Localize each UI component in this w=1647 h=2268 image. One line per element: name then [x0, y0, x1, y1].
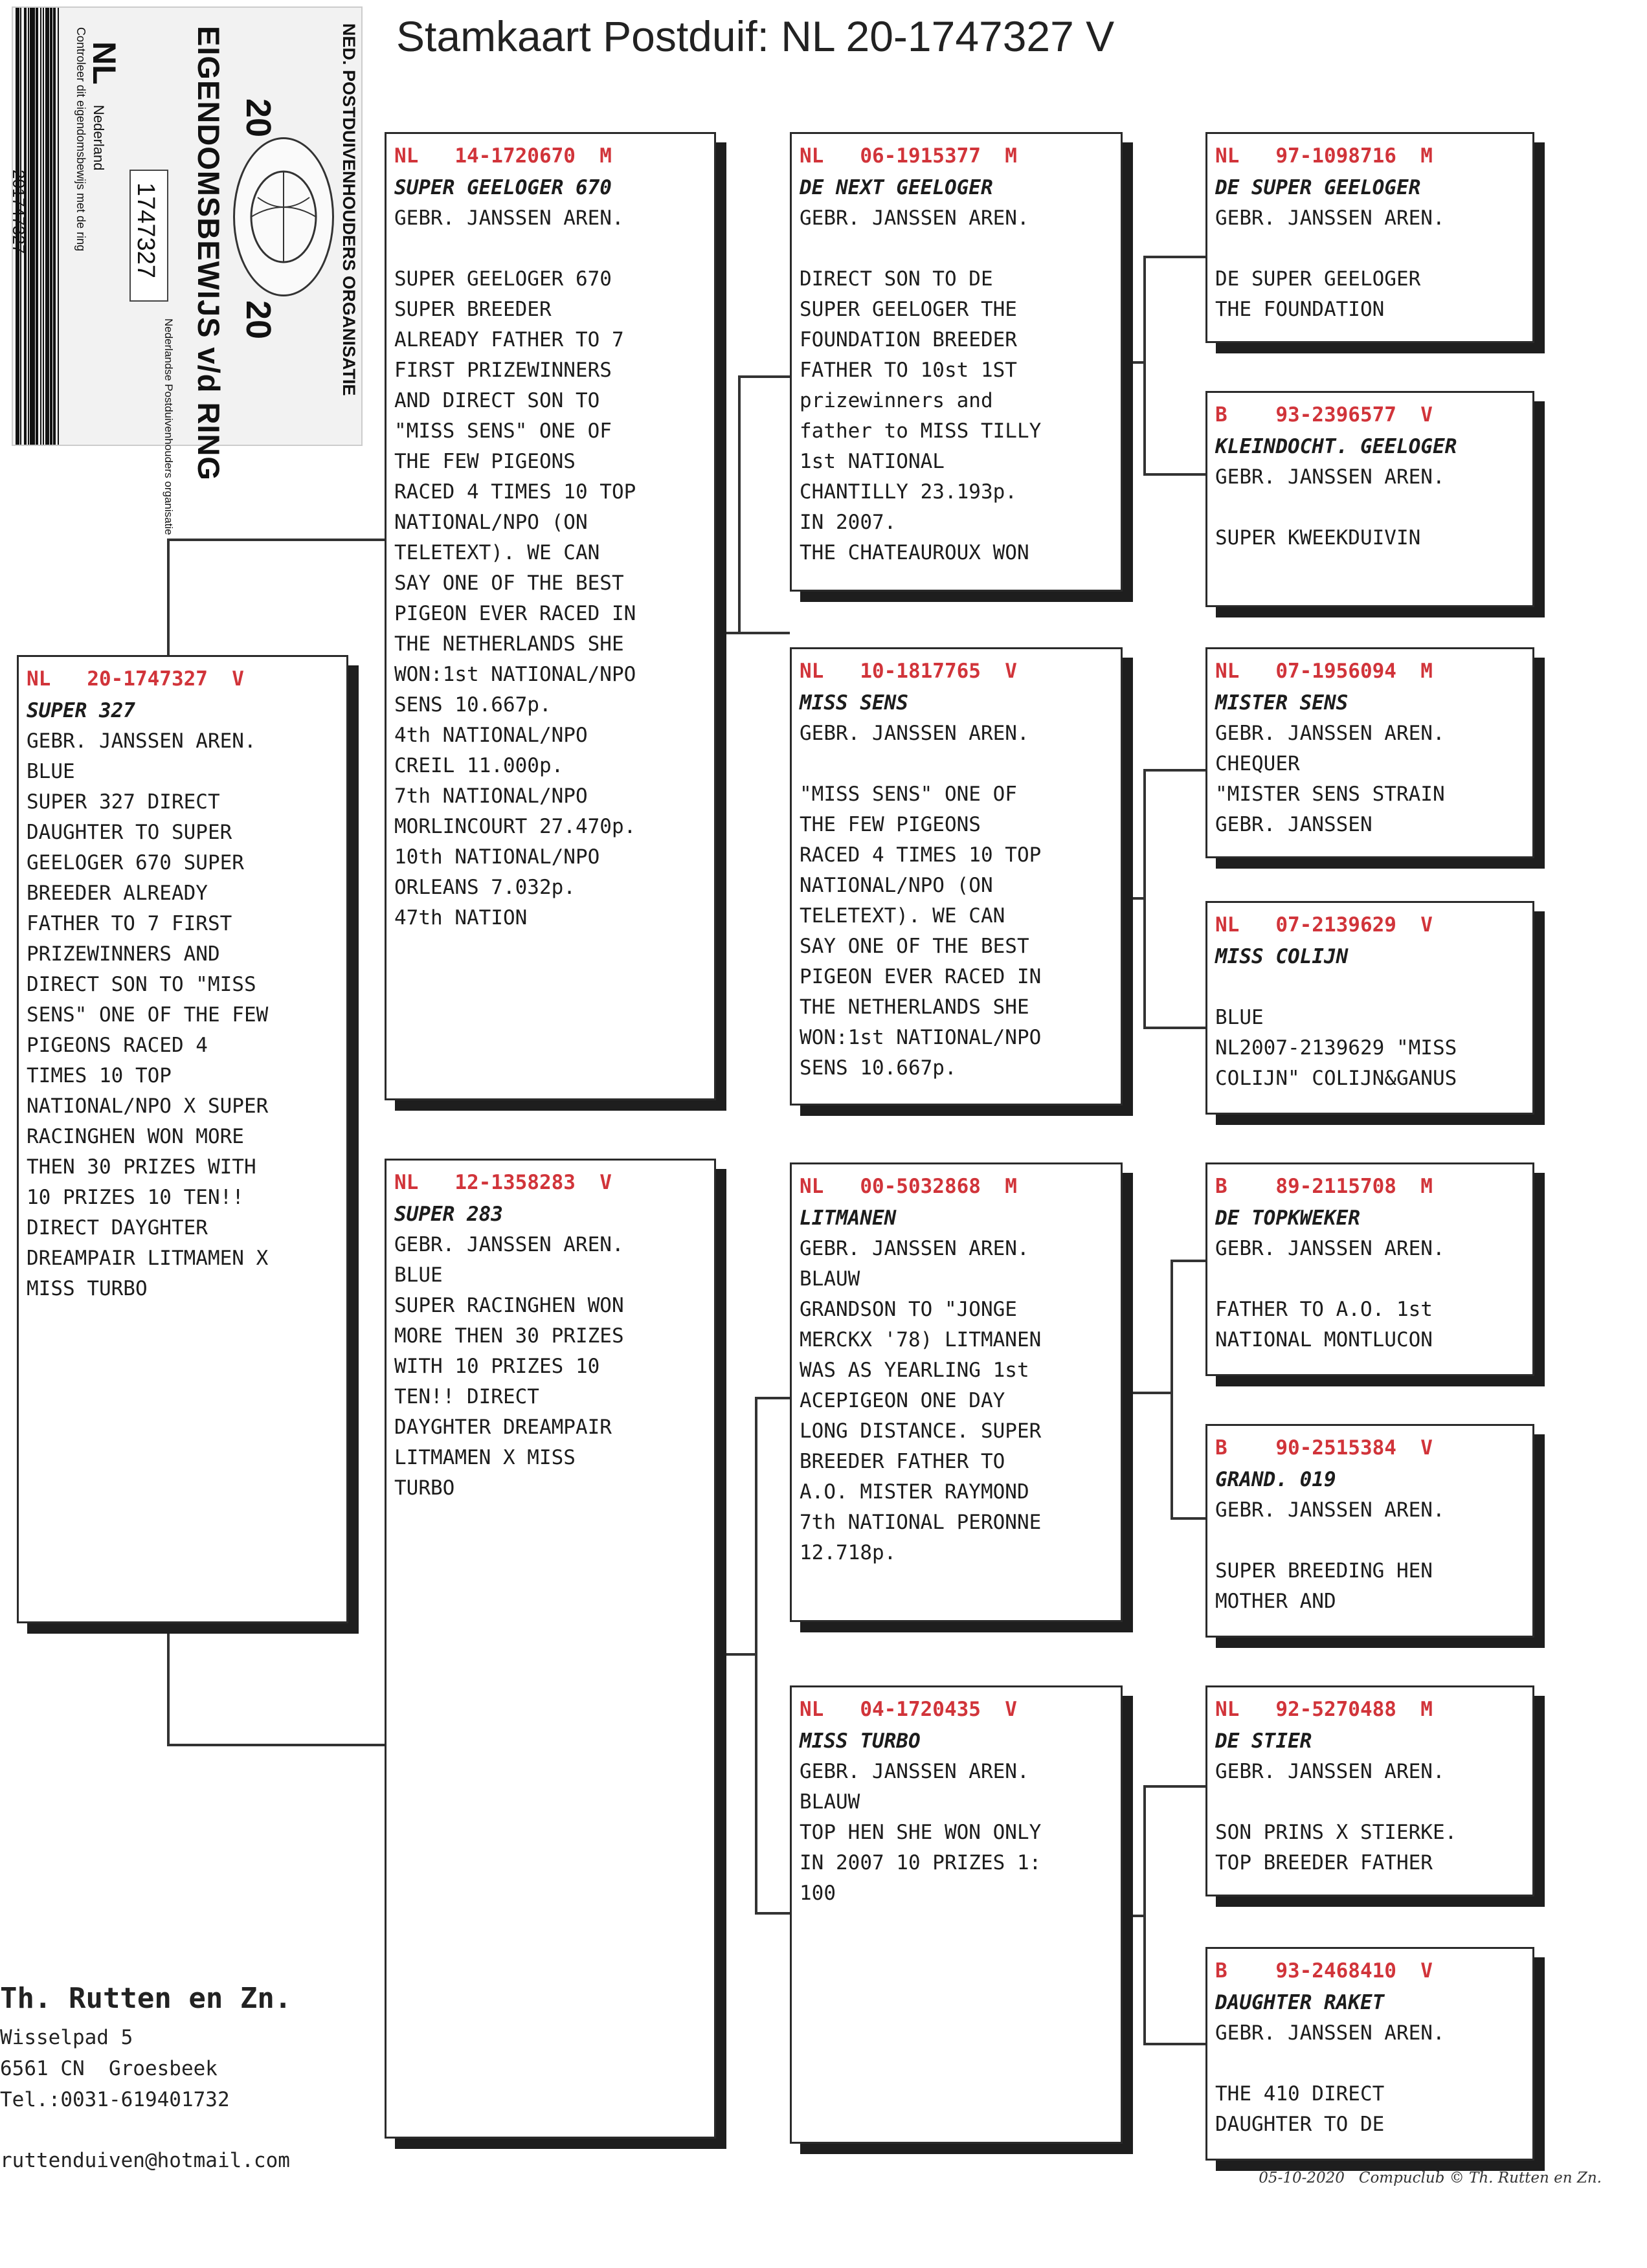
- pedigree-line: LITMAMEN X MISS: [394, 1446, 576, 1469]
- pedigree-line: DREAMPAIR LITMAMEN X: [27, 1247, 269, 1270]
- ring-id: NL 04-1720435 V: [800, 1698, 1017, 1721]
- pigeon-name: DE TOPKWEKER: [1215, 1206, 1360, 1230]
- owner: GEBR. JANSSEN AREN.: [800, 722, 1029, 745]
- barcode-stripe: [43, 8, 44, 445]
- pedigree-line: "MISTER SENS STRAIN: [1215, 783, 1445, 806]
- pedigree-line: THE NETHERLANDS SHE: [394, 632, 624, 656]
- barcode-stripe: [45, 8, 49, 445]
- pedigree-line: TELETEXT). WE CAN: [394, 541, 600, 564]
- pedigree-line: "MISS SENS" ONE OF: [800, 783, 1017, 806]
- pedigree-line: WITH 10 PRIZES 10: [394, 1355, 600, 1378]
- ring-id: B 93-2468410 V: [1215, 1959, 1433, 1983]
- ring-document-title: EIGENDOMSBEWIJS v/d RING: [192, 26, 226, 481]
- pedigree-line: BREEDER ALREADY: [27, 882, 208, 905]
- ring-id: NL 92-5270488 M: [1215, 1698, 1433, 1721]
- pigeon-name: MISS SENS: [800, 691, 908, 715]
- pedigree-line: MORLINCOURT 27.470p.: [394, 815, 636, 838]
- pedigree-line: PRIZEWINNERS AND: [27, 942, 220, 966]
- pedigree-line: THE NETHERLANDS SHE: [800, 995, 1029, 1019]
- barcode-number: 201747327: [9, 170, 28, 254]
- ring-id: NL 12-1358283 V: [394, 1171, 612, 1194]
- pedigree-line: 4th NATIONAL/NPO: [394, 724, 588, 747]
- pigeon-name: SUPER 283: [394, 1203, 503, 1226]
- pedigree-line: THE FEW PIGEONS: [800, 813, 981, 836]
- pedigree-line: DAYGHTER DREAMPAIR: [394, 1416, 612, 1439]
- barcode-stripe: [50, 8, 52, 445]
- pedigree-line: DAUGHTER TO DE: [1215, 2113, 1385, 2136]
- pedigree-line: TOP BREEDER FATHER: [1215, 1851, 1433, 1874]
- owner: GEBR. JANSSEN AREN.: [394, 1233, 624, 1256]
- pigeon-name: SUPER 327: [27, 699, 135, 722]
- pedigree-card-main: [17, 655, 348, 1623]
- pedigree-card-dds: [1205, 1685, 1534, 1896]
- pedigree-line: SENS 10.667p.: [800, 1056, 957, 1080]
- pedigree-line: SENS" ONE OF THE FEW: [27, 1003, 269, 1027]
- owner: GEBR. JANSSEN AREN.: [394, 206, 624, 230]
- pedigree-line: PIGEON EVER RACED IN: [800, 965, 1042, 988]
- pedigree-line: SUPER BREEDER: [394, 298, 552, 321]
- pigeon-name: DE SUPER GEELOGER: [1215, 176, 1421, 199]
- pedigree-line: SAY ONE OF THE BEST: [394, 572, 624, 595]
- pedigree-line: BREEDER FATHER TO: [800, 1450, 1005, 1473]
- pedigree-card-ds: [790, 1162, 1123, 1622]
- ring-id: NL 14-1720670 M: [394, 144, 612, 168]
- pedigree-line: 10th NATIONAL/NPO: [394, 845, 600, 869]
- owner: GEBR. JANSSEN AREN.: [1215, 1237, 1445, 1260]
- pedigree-card-ddd: [1205, 1947, 1534, 2161]
- pedigree-card-ssd: [1205, 391, 1534, 607]
- pedigree-line: FATHER TO 7 FIRST: [27, 912, 232, 935]
- ring-id: NL 00-5032868 M: [800, 1175, 1017, 1198]
- barcode-stripe: [53, 8, 56, 445]
- pedigree-card-sd: [790, 647, 1123, 1106]
- pedigree-line: TEN!! DIRECT: [394, 1385, 539, 1408]
- pedigree-line: THEN 30 PRIZES WITH: [27, 1155, 256, 1179]
- pedigree-line: MOTHER AND: [1215, 1590, 1336, 1613]
- pedigree-line: BLAUW: [800, 1267, 860, 1291]
- barcode-stripe: [40, 8, 41, 445]
- ring-id: NL 10-1817765 V: [800, 660, 1017, 683]
- pedigree-line: WAS AS YEARLING 1st: [800, 1359, 1029, 1382]
- pedigree-line: 12.718p.: [800, 1541, 897, 1564]
- breeder-phone: Tel.:0031-619401732: [0, 2088, 230, 2111]
- ring-year-right: 20: [239, 300, 278, 340]
- pedigree-line: THE FOUNDATION: [1215, 298, 1385, 321]
- pedigree-line: AND DIRECT SON TO: [394, 389, 600, 412]
- owner: GEBR. JANSSEN AREN.: [1215, 722, 1445, 745]
- pigeon-name: DE STIER: [1215, 1729, 1312, 1753]
- ring-number: 1747327: [132, 183, 159, 278]
- pigeon-name: GRAND. 019: [1215, 1468, 1336, 1491]
- breeder-city: 6561 CN Groesbeek: [0, 2057, 218, 2080]
- pedigree-line: NL2007-2139629 "MISS: [1215, 1036, 1457, 1060]
- pedigree-card-dam: [385, 1159, 716, 2139]
- barcode-stripe: [30, 8, 35, 445]
- pedigree-line: DIRECT SON TO DE: [800, 267, 993, 291]
- pedigree-line: 100: [800, 1882, 836, 1905]
- globe-logo-icon: [233, 137, 334, 296]
- pedigree-line: TURBO: [394, 1476, 455, 1500]
- pedigree-line: 7th NATIONAL PERONNE: [800, 1511, 1042, 1534]
- pedigree-line: THE CHATEAUROUX WON: [800, 541, 1029, 564]
- pedigree-line: IN 2007.: [800, 511, 897, 534]
- pedigree-line: SUPER RACINGHEN WON: [394, 1294, 624, 1317]
- pedigree-line: FIRST PRIZEWINNERS: [394, 359, 612, 382]
- pedigree-line: CHANTILLY 23.193p.: [800, 480, 1017, 504]
- pedigree-line: SUPER 327 DIRECT: [27, 790, 220, 814]
- owner: GEBR. JANSSEN AREN.: [800, 1760, 1029, 1783]
- ring-id: NL 97-1098716 M: [1215, 144, 1433, 168]
- ring-id: B 93-2396577 V: [1215, 403, 1433, 427]
- pedigree-line: GRANDSON TO "JONGE: [800, 1298, 1017, 1321]
- pedigree-line: FOUNDATION BREEDER: [800, 328, 1017, 351]
- pedigree-line: MERCKX '78) LITMANEN: [800, 1328, 1042, 1351]
- pedigree-line: TELETEXT). WE CAN: [800, 904, 1005, 928]
- breeder-email: ruttenduiven@hotmail.com: [0, 2149, 290, 2172]
- page-title: Stamkaart Postduif: NL 20-1747327 V: [396, 12, 1115, 60]
- owner: GEBR. JANSSEN AREN.: [1215, 1498, 1445, 1522]
- ring-control-text: Controleer dit eigendomsbewijs met de ring: [74, 27, 87, 252]
- barcode-stripe: [58, 8, 59, 445]
- pedigree-line: RACED 4 TIMES 10 TOP: [394, 480, 636, 504]
- pigeon-name: DE NEXT GEELOGER: [800, 176, 993, 199]
- pedigree-line: NATIONAL MONTLUCON: [1215, 1328, 1433, 1351]
- ring-id: NL 20-1747327 V: [27, 667, 244, 691]
- pedigree-line: WON:1st NATIONAL/NPO: [394, 663, 636, 686]
- breeder-name: Th. Rutten en Zn.: [0, 1982, 292, 2015]
- pigeon-name: DAUGHTER RAKET: [1215, 1991, 1385, 2014]
- barcode-stripe: [36, 8, 38, 445]
- pedigree-line: PIGEONS RACED 4: [27, 1034, 208, 1057]
- pedigree-line: NATIONAL/NPO (ON: [800, 874, 993, 897]
- pedigree-card-sdd: [1205, 901, 1534, 1115]
- pedigree-line: BLUE: [27, 760, 75, 783]
- pedigree-line: FATHER TO A.O. 1st: [1215, 1298, 1433, 1321]
- owner: GEBR. JANSSEN AREN.: [27, 729, 256, 753]
- pedigree-line: WON:1st NATIONAL/NPO: [800, 1026, 1042, 1049]
- pedigree-line: A.O. MISTER RAYMOND: [800, 1480, 1029, 1504]
- pedigree-line: MORE THEN 30 PRIZES: [394, 1324, 624, 1348]
- pedigree-line: BLUE: [1215, 1006, 1264, 1029]
- pedigree-line: BLUE: [394, 1263, 443, 1287]
- ring-id: B 90-2515384 V: [1215, 1436, 1433, 1460]
- pedigree-card-dss: [1205, 1162, 1534, 1376]
- pedigree-line: father to MISS TILLY: [800, 419, 1042, 443]
- pedigree-line: DIRECT SON TO "MISS: [27, 973, 256, 996]
- pedigree-line: THE FEW PIGEONS: [394, 450, 576, 473]
- print-stamp: 05-10-2020 Compuclub © Th. Rutten en Zn.: [1259, 2170, 1602, 2186]
- pedigree-line: DIRECT DAYGHTER: [27, 1216, 208, 1240]
- pedigree-line: SENS 10.667p.: [394, 693, 552, 717]
- pedigree-line: "MISS SENS" ONE OF: [394, 419, 612, 443]
- pedigree-card-sds: [1205, 647, 1534, 858]
- pedigree-card-sss: [1205, 132, 1534, 343]
- pedigree-line: RACED 4 TIMES 10 TOP: [800, 843, 1042, 867]
- pedigree-line: GEELOGER 670 SUPER: [27, 851, 244, 874]
- pedigree-line: TIMES 10 TOP: [27, 1064, 172, 1087]
- pedigree-line: SUPER GEELOGER 670: [394, 267, 612, 291]
- pedigree-card-sire: [385, 132, 716, 1100]
- pedigree-line: BLAUW: [800, 1790, 860, 1814]
- pedigree-card-dd: [790, 1685, 1123, 2144]
- ring-certificate: [9, 6, 363, 535]
- pedigree-line: NATIONAL/NPO (ON: [394, 511, 588, 534]
- pigeon-name: MISS COLIJN: [1215, 945, 1349, 968]
- pedigree-line: DAUGHTER TO SUPER: [27, 821, 232, 844]
- pedigree-line: CHEQUER: [1215, 752, 1300, 775]
- ring-logo-text: Nederlandse Postduivenhouders organisatie: [162, 318, 175, 535]
- ring-id: B 89-2115708 M: [1215, 1175, 1433, 1198]
- pedigree-line: TOP HEN SHE WON ONLY: [800, 1821, 1042, 1844]
- ring-id: NL 07-1956094 M: [1215, 660, 1433, 683]
- pedigree-line: COLIJN" COLIJN&GANUS: [1215, 1067, 1457, 1090]
- pedigree-line: LONG DISTANCE. SUPER: [800, 1419, 1042, 1443]
- ring-id: NL 07-2139629 V: [1215, 913, 1433, 937]
- pedigree-line: PIGEON EVER RACED IN: [394, 602, 636, 625]
- pedigree-line: SUPER BREEDING HEN: [1215, 1559, 1433, 1583]
- pedigree-line: ACEPIGEON ONE DAY: [800, 1389, 1005, 1412]
- pedigree-line: SUPER KWEEKDUIVIN: [1215, 526, 1421, 550]
- pigeon-name: KLEINDOCHT. GEELOGER: [1215, 435, 1457, 458]
- pedigree-line: CREIL 11.000p.: [394, 754, 564, 777]
- pedigree-line: SON PRINS X STIERKE.: [1215, 1821, 1457, 1844]
- pedigree-line: SAY ONE OF THE BEST: [800, 935, 1029, 958]
- pedigree-line: 47th NATION: [394, 906, 528, 929]
- owner: GEBR. JANSSEN AREN.: [1215, 1760, 1445, 1783]
- owner: GEBR. JANSSEN AREN.: [1215, 206, 1445, 230]
- pedigree-line: 7th NATIONAL/NPO: [394, 784, 588, 808]
- pedigree-line: ORLEANS 7.032p.: [394, 876, 576, 899]
- pigeon-name: LITMANEN: [800, 1206, 897, 1230]
- owner: GEBR. JANSSEN AREN.: [1215, 2021, 1445, 2045]
- pedigree-line: GEBR. JANSSEN: [1215, 813, 1372, 836]
- owner: GEBR. JANSSEN AREN.: [800, 1237, 1029, 1260]
- pedigree-line: FATHER TO 10st 1ST: [800, 359, 1017, 382]
- ring-year-left: 20: [239, 98, 278, 138]
- pigeon-name: SUPER GEELOGER 670: [394, 176, 612, 199]
- pigeon-name: MISTER SENS: [1215, 691, 1349, 715]
- ring-country: Nederland: [91, 105, 107, 171]
- pedigree-line: THE 410 DIRECT: [1215, 2082, 1385, 2106]
- pedigree-line: DE SUPER GEELOGER: [1215, 267, 1421, 291]
- pedigree-line: 10 PRIZES 10 TEN!!: [27, 1186, 244, 1209]
- pedigree-line: NATIONAL/NPO X SUPER: [27, 1095, 269, 1118]
- pedigree-line: 1st NATIONAL: [800, 450, 945, 473]
- owner: GEBR. JANSSEN AREN.: [1215, 465, 1445, 489]
- pigeon-name: MISS TURBO: [800, 1729, 921, 1753]
- pedigree-card-dsd: [1205, 1424, 1534, 1638]
- pedigree-line: SUPER GEELOGER THE: [800, 298, 1017, 321]
- pedigree-line: prizewinners and: [800, 389, 993, 412]
- ring-organisation: NED. POSTDUIVENHOUDERS ORGANISATIE: [339, 23, 359, 396]
- breeder-street: Wisselpad 5: [0, 2026, 133, 2049]
- pedigree-line: IN 2007 10 PRIZES 1:: [800, 1851, 1042, 1874]
- pedigree-line: RACINGHEN WON MORE: [27, 1125, 244, 1148]
- ring-id: NL 06-1915377 M: [800, 144, 1017, 168]
- pedigree-card-ss: [790, 132, 1123, 592]
- pedigree-line: ALREADY FATHER TO 7: [394, 328, 624, 351]
- owner: GEBR. JANSSEN AREN.: [800, 206, 1029, 230]
- ring-country-code: NL: [86, 41, 122, 85]
- pedigree-line: MISS TURBO: [27, 1277, 148, 1300]
